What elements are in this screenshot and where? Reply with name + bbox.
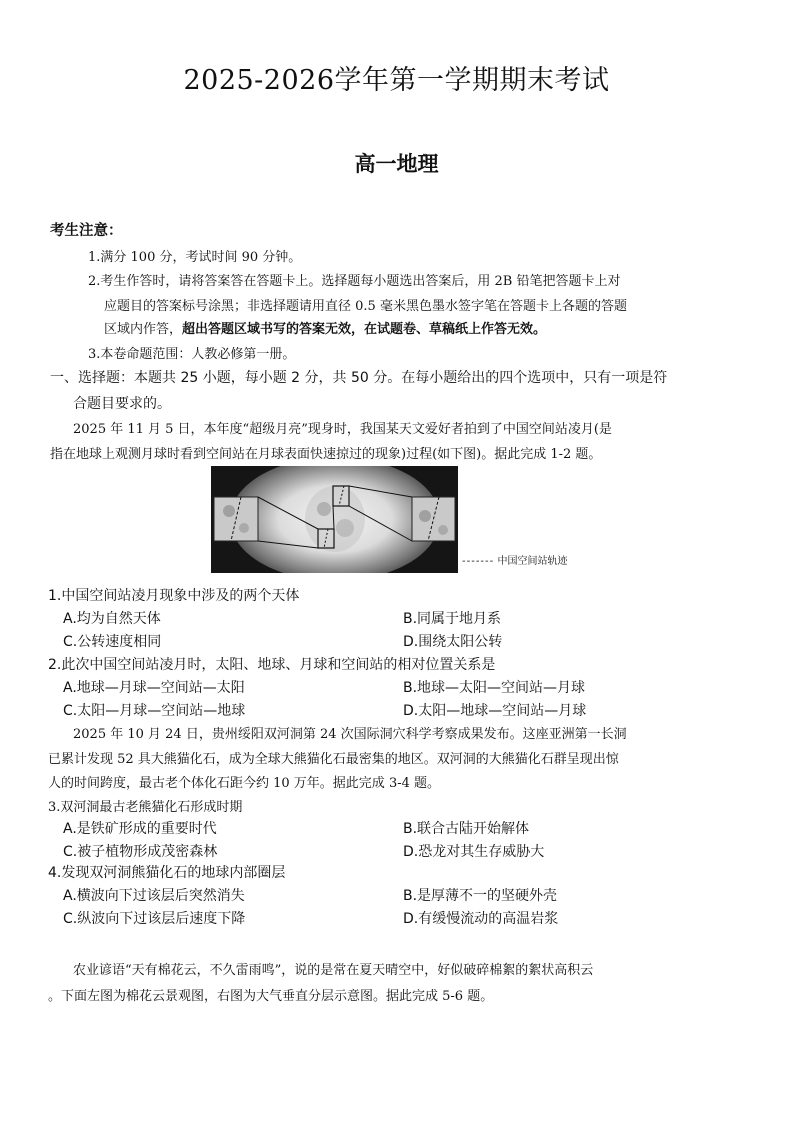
- notice-item-2-end: 区域内作答，: [104, 322, 183, 337]
- passage3-line2: 。下面左图为棉花云景观图，右图为大气垂直分层示意图。据此完成 5-6 题。: [48, 989, 494, 1004]
- q3-stem: 3.双河洞最古老熊猫化石形成时期: [48, 800, 243, 815]
- trajectory-dash-icon: -------: [462, 556, 495, 567]
- q1-stem: 1.中国空间站凌月现象中涉及的两个天体: [48, 588, 300, 604]
- q1-option-d: D.围绕太阳公转: [403, 634, 503, 650]
- section-heading-cont: 合题目要求的。: [73, 396, 171, 412]
- q2-stem: 2.此次中国空间站凌月时，太阳、地球、月球和空间站的相对位置关系是: [48, 657, 496, 673]
- exam-title: 2025-2026学年第一学期期末考试: [183, 65, 610, 96]
- q2-option-d: D.太阳—地球—空间站—月球: [403, 703, 587, 719]
- notice-item-2: 2.考生作答时，请将答案答在答题卡上。选择题每小题选出答案后，用 2B 铅笔把答题卡上对: [88, 274, 621, 289]
- q1-option-a: A.均为自然天体: [63, 611, 161, 627]
- q4-option-b: B.是厚薄不一的坚硬外壳: [403, 888, 558, 904]
- figure-legend: [462, 552, 567, 567]
- notice-item-3: 3.本卷命题范围：人教必修第一册。: [88, 347, 296, 362]
- transit-figure: [211, 466, 458, 573]
- q4-stem: 4.发现双河洞熊猫化石的地球内部圈层: [48, 865, 286, 881]
- notice-item-2-last: [104, 318, 546, 337]
- subject-title: 高一地理: [354, 152, 439, 176]
- q3-option-a: A.是铁矿形成的重要时代: [63, 821, 217, 837]
- q1-option-b: B.同属于地月系: [403, 611, 502, 627]
- q2-option-c: C.太阳—月球—空间站—地球: [63, 703, 246, 719]
- q2-option-b: B.地球—太阳—空间站—月球: [403, 680, 586, 696]
- q4-option-c: C.纵波向下过该层后速度下降: [63, 911, 246, 927]
- q3-option-b: B.联合古陆开始解体: [403, 821, 530, 837]
- q4-option-a: A.横波向下过该层后突然消失: [63, 888, 245, 904]
- figure-legend-label: 中国空间站轨迹: [497, 556, 568, 567]
- q4-option-d: D.有缓慢流动的高温岩浆: [403, 911, 559, 927]
- passage2-line1: 2025 年 10 月 24 日，贵州绥阳双河洞第 24 次国际洞穴科学考察成果发布。这座亚洲第一长洞: [73, 727, 627, 742]
- q2-option-a: A.地球—月球—空间站—太阳: [63, 680, 245, 696]
- passage1-line1: 2025 年 11 月 5 日，本年度“超级月亮”现身时，我国某天文爱好者拍到了中国空间站凌月(是: [73, 422, 612, 437]
- notice-item-1: 1.满分 100 分，考试时间 90 分钟。: [88, 250, 302, 265]
- notice-item-2-cont: 应题目的答案标号涂黑；非选择题请用直径 0.5 毫米黑色墨水签字笔在答题卡上各题的答题: [104, 299, 627, 314]
- notice-heading: 考生注意：: [50, 223, 123, 239]
- passage1-line2: 指在地球上观测月球时看到空间站在月球表面快速掠过的现象)过程(如下图)。据此完成 1-2 题。: [50, 447, 602, 462]
- passage2-line3: 人的时间跨度，最古老个体化石距今约 10 万年。据此完成 3-4 题。: [48, 776, 441, 791]
- q1-option-c: C.公转速度相同: [63, 634, 162, 650]
- q3-option-c: C.被子植物形成茂密森林: [63, 844, 218, 860]
- section-heading: 一、选择题：本题共 25 小题，每小题 2 分，共 50 分。在每小题给出的四个选项中，只有一项是符: [50, 370, 668, 386]
- passage2-line2: 已累计发现 52 具大熊猫化石，成为全球大熊猫化石最密集的地区。双河洞的大熊猫化石群呈现出惊: [48, 752, 619, 767]
- passage3-line1: 农业谚语“天有棉花云，不久雷雨鸣”，说的是常在夏天晴空中，好似破碎棉絮的絮状高积云: [73, 963, 594, 978]
- q3-option-d: D.恐龙对其生存威胁大: [403, 844, 545, 860]
- notice-item-2-emphasis: 超出答题区域书写的答案无效，在试题卷、草稿纸上作答无效。: [182, 322, 547, 337]
